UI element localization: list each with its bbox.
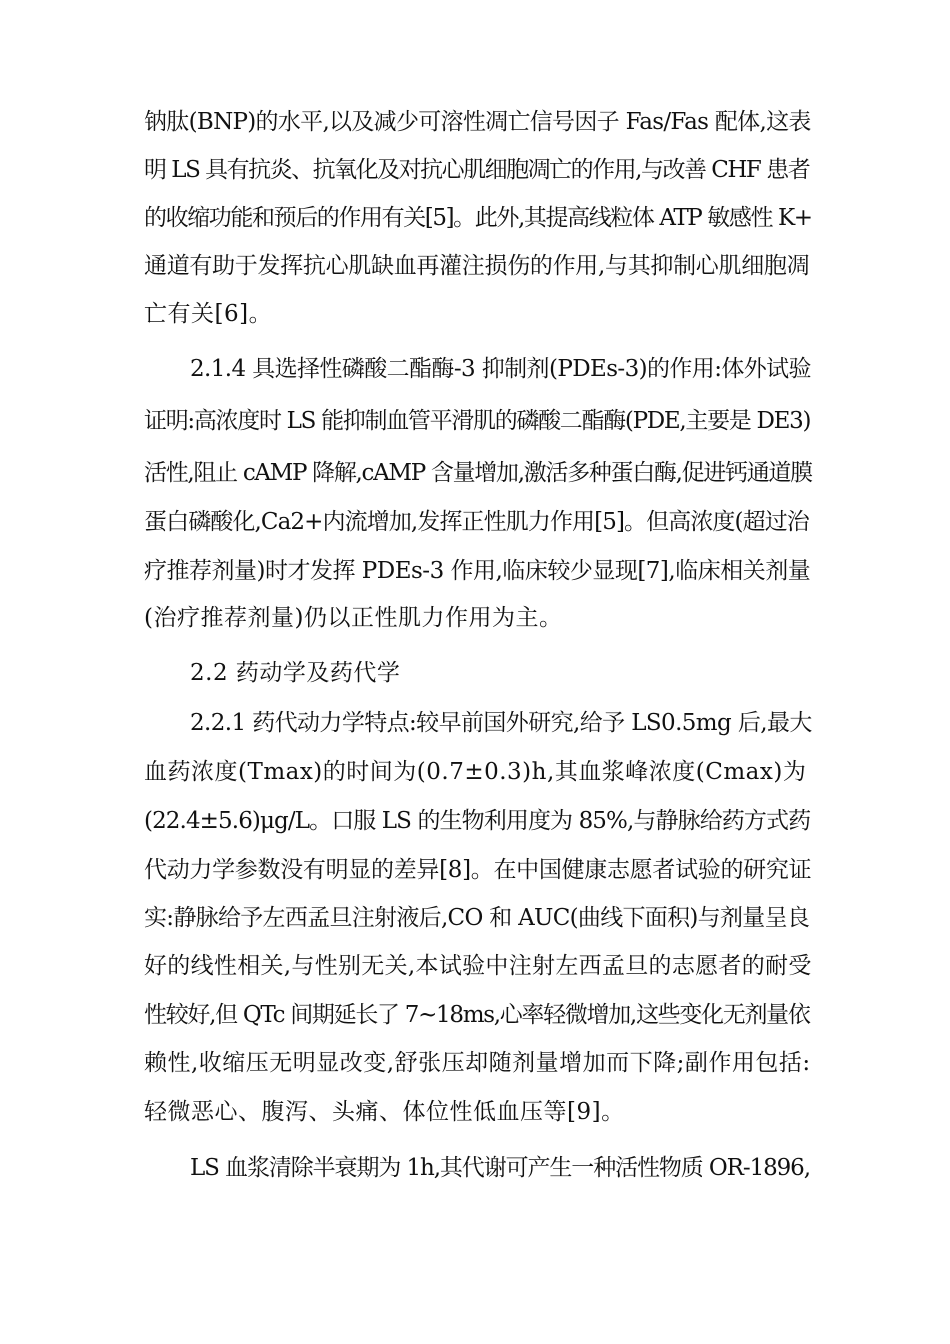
- text-line: 明 LS 具有抗炎、抗氧化及对抗心肌细胞凋亡的作用,与改善 CHF 患者: [144, 157, 810, 183]
- text-line: 通道有助于发挥抗心肌缺血再灌注损伤的作用,与其抑制心肌细胞凋: [144, 253, 810, 279]
- text-line-paragraph-start: LS 血浆清除半衰期为 1h,其代谢可产生一种活性物质 OR-1896,: [190, 1155, 810, 1181]
- text-line: 赖性,收缩压无明显改变,舒张压却随剂量增加而下降;副作用包括:: [144, 1050, 811, 1076]
- text-line: 代动力学参数没有明显的差异[8]。在中国健康志愿者试验的研究证: [144, 857, 812, 883]
- text-line: 轻微恶心、腹泻、头痛、体位性低血压等[9]。: [144, 1099, 625, 1125]
- text-line: 证明:高浓度时 LS 能抑制血管平滑肌的磷酸二酯酶(PDE,主要是 DE3): [144, 408, 811, 434]
- text-line: 血药浓度(Tmax)的时间为(0.7±0.3)h,其血浆峰浓度(Cmax)为: [144, 759, 807, 785]
- text-line: (治疗推荐剂量)仍以正性肌力作用为主。: [144, 605, 563, 631]
- text-line: 亡有关[6]。: [144, 301, 273, 327]
- text-line: 性较好,但 QTc 间期延长了 7~18ms,心率轻微增加,这些变化无剂量依: [144, 1002, 810, 1028]
- text-line: (22.4±5.6)μg/L。口服 LS 的生物利用度为 85%,与静脉给药方式药: [144, 808, 811, 834]
- text-line: 实:静脉给予左西孟旦注射液后,CO 和 AUC(曲线下面积)与剂量呈良: [144, 905, 810, 931]
- text-line: 活性,阻止 cAMP 降解,cAMP 含量增加,激活多种蛋白酶,促进钙通道膜: [144, 460, 812, 486]
- section-heading-2-2: 2.2 药动学及药代学: [190, 660, 401, 686]
- section-heading-2-1-4: 2.1.4 具选择性磷酸二酯酶-3 抑制剂(PDEs-3)的作用:体外试验: [190, 356, 811, 382]
- section-heading-2-2-1: 2.2.1 药代动力学特点:较早前国外研究,给予 LS0.5mg 后,最大: [190, 710, 812, 736]
- text-line: 疗推荐剂量)时才发挥 PDEs-3 作用,临床较少显现[7],临床相关剂量: [144, 558, 811, 584]
- text-line: 蛋白磷酸化,Ca2+内流增加,发挥正性肌力作用[5]。但高浓度(超过治: [144, 509, 809, 535]
- text-line: 的收缩功能和预后的作用有关[5]。此外,其提高线粒体 ATP 敏感性 K+: [144, 205, 812, 231]
- text-line: 钠肽(BNP)的水平,以及减少可溶性凋亡信号因子 Fas/Fas 配体,这表: [144, 109, 811, 135]
- text-line: 好的线性相关,与性别无关,本试验中注射左西孟旦的志愿者的耐受: [144, 953, 812, 979]
